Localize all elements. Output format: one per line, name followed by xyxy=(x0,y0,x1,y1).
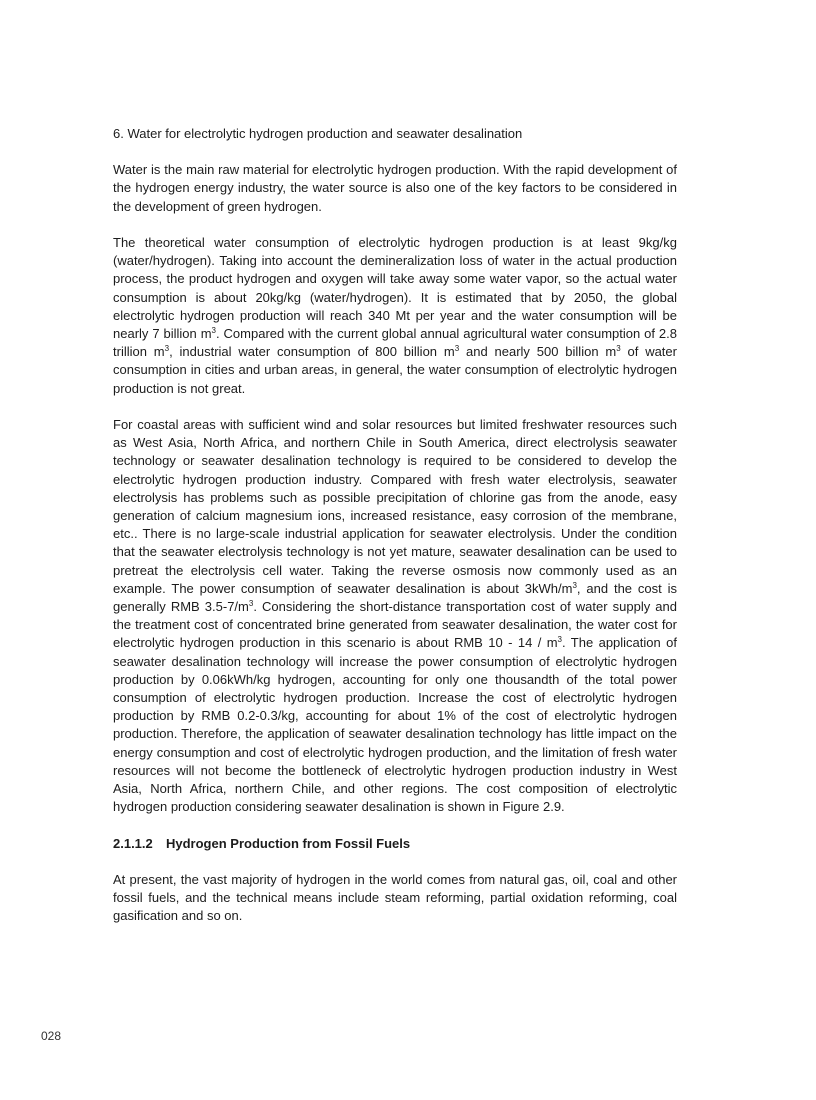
superscript: 3 xyxy=(211,326,216,336)
paragraph-water-consumption xyxy=(113,234,677,398)
text-run: of water consumption in cities and urban areas, in general, the water consumption of electrolytic hydrogen production is not great. xyxy=(113,344,677,396)
text-run: and nearly 500 billion m xyxy=(459,344,617,360)
subsection-title: Hydrogen Production from Fossil Fuels xyxy=(166,835,411,851)
page-body xyxy=(113,125,677,944)
text-run: . Compared with the current global annual agricultural water consumption of 2.8 trillion m xyxy=(113,326,677,360)
section-heading: 6. Water for electrolytic hydrogen production and seawater desalination xyxy=(113,126,523,141)
subsection-number: 2.1.1.2 xyxy=(113,835,153,851)
text-run: . Considering the short-distance transportation cost of water supply and the treatment cost of concentrated brine generated from seawater desalination, the water cost for electrolytic hydrogen production in this scenario is about RMB 10 - 14 / m xyxy=(113,599,677,651)
superscript: 3 xyxy=(454,344,460,354)
superscript: 3 xyxy=(248,599,254,609)
text-run: The theoretical water consumption of electrolytic hydrogen production is at least 9kg/kg (water/hydrogen). Taking into account the demineralization loss of water in the actual production process, the product hydrogen and oxygen will take away some water vapor, so the actual water consumption is about 20kg/kg (water/hydrogen). It is estimated that by 2050, the global electrolytic hydrogen production will reach 340 Mt per year and the water consumption will be nearly 7 billion m xyxy=(113,235,677,342)
paragraph-water-raw-material: Water is the main raw material for electrolytic hydrogen production. With the rapid development of the hydrogen energy industry, the water source is also one of the key factors to be considered in the development of green hydrogen. xyxy=(113,162,677,214)
text-run: . The application of seawater desalination technology will increase the power consumption of electrolytic hydrogen production by 0.06kWh/kg hydrogen, accounting for only one thousandth of the total power consumption of electrolytic hydrogen production. Increase the cost of electrolytic hydrogen production by RMB 0.2-0.3/kg, accounting for about 1% of the cost of electrolytic hydrogen production. Therefore, the application of seawater desalination technology has little impact on the energy consumption and cost of electrolytic hydrogen production, and the limitation of fresh water resources will not become the bottleneck of electrolytic hydrogen production industry in West Asia, North Africa, northern Chile, and other regions. The cost composition of electrolytic hydrogen production considering seawater desalination is shown in Figure 2.9. xyxy=(113,635,677,815)
subsection-heading xyxy=(113,835,677,853)
superscript: 3 xyxy=(164,344,170,354)
text-run: For coastal areas with sufficient wind and solar resources but limited freshwater resources such as West Asia, North Africa, and northern Chile in South America, direct electrolysis seawater technology or seawater desalination technology is required to be considered to develop the electrolytic hydrogen production industry. Compared with fresh water electrolysis, seawater electrolysis has problems such as possible precipitation of chlorine gas from the anode, easy generation of calcium magnesium ions, increased resistance, easy corrosion of the membrane, etc.. There is no large-scale industrial application for seawater electrolysis. Under the condition that the seawater electrolysis technology is not yet mature, seawater desalination can be used to pretreat the electrolysis cell water. Taking the reverse osmosis now commonly used as an example. The power consumption of seawater desalination is about 3kWh/m xyxy=(113,417,677,596)
superscript: 3 xyxy=(557,635,562,645)
superscript: 3 xyxy=(616,344,621,354)
paragraph-fossil-fuels: At present, the vast majority of hydrogen in the world comes from natural gas, oil, coal and other fossil fuels, and the technical means include steam reforming, partial oxidation reforming, coal gasification and so on. xyxy=(113,872,677,924)
superscript: 3 xyxy=(572,580,577,590)
text-run: , and the cost is generally RMB 3.5-7/m xyxy=(113,580,677,615)
page-number: 028 xyxy=(41,1029,62,1043)
text-run: , industrial water consumption of 800 billion m xyxy=(169,344,455,360)
paragraph-seawater-desalination xyxy=(113,416,677,816)
